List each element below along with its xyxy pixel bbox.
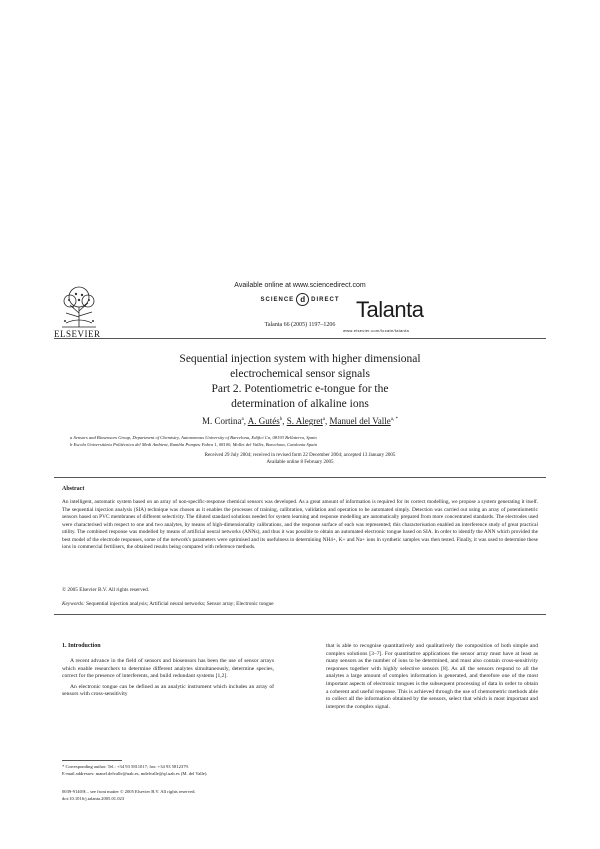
body-paragraph: An electronic tongue can be defined as an analytic instrument which includes an array of sensors with cross-sensitivity bbox=[62, 683, 274, 698]
author-affil-mark: a bbox=[241, 417, 244, 422]
journal-reference: Talanta 66 (2005) 1197–1206 bbox=[264, 322, 336, 328]
footnotes bbox=[62, 764, 274, 777]
author-link[interactable]: Manuel del Valle bbox=[329, 416, 391, 426]
author-affil-mark: a, * bbox=[390, 417, 399, 422]
affiliation-a: a Sensors and Biosensors Group, Department of Chemistry, Autonomous University of Barcelona, Edifici Cn, 08193 Bellaterra, Spain bbox=[70, 435, 317, 440]
keywords-label: Keywords: bbox=[62, 601, 85, 607]
footnote-rule bbox=[62, 760, 122, 761]
sciencedirect-right: DIRECT bbox=[311, 297, 340, 304]
author-list: M. Cortina$^a$, A. Gutés$^b$, S. Alegret$^a$, Manuel del Valle$^{a, *}$ bbox=[201, 416, 399, 426]
article-title bbox=[100, 352, 500, 412]
sciencedirect-left: SCIENCE bbox=[260, 297, 295, 304]
abstract-text: An intelligent, automatic system based on an array of non-specific-response chemical sensors was developed. As a great amount of information is required for its correct modelling, we propose a system generating it itself. The sequential injection analysis (SIA) technique was chosen as it enables the processes of training, calibration, validation and operation to be automated simply. Detection was carried out using an array of potentiometric sensors based on PVC membranes of different selectivity. The diluted standard solutions needed for system learning and response modelling are automatically prepared from more concentrated standards. The electrodes used were characterised with respect to one and two analytes, by means of high-dimensionality calibrations, and the response surface of each was represented; this characterisation enabled an interference study of great practical utility. The combined response was modelled by means of artificial neural networks (ANNs), and thus it was possible to obtain an automated electronic tongue based on SIA. In order to identify the ANN which provided the best model of the electrode responses, some of the network's parameters were optimised and its usefulness in determining NH4+, K+ and Na+ ions in synthetic samples was then tested. Finally, it was used to determine these ions in commercial fertilisers, the obtained results being compared with reference methods. bbox=[62, 499, 538, 550]
body-column-left bbox=[62, 658, 274, 699]
title-line: electrochemical sensor signals bbox=[230, 368, 370, 380]
title-line: Part 2. Potentiometric e-tongue for the bbox=[211, 383, 389, 395]
journal-url[interactable]: www.elsevier.com/locate/talanta bbox=[343, 328, 409, 333]
affiliation-b: b Escola Universitària Politècnica del Medi Ambient, Rambla Pompeu Fabra 1, 08100, Mollet del Vallès, Barcelona, Catalonia Spain bbox=[70, 441, 318, 447]
abstract-top-divider bbox=[54, 477, 546, 478]
author-affil-mark: a bbox=[322, 417, 325, 422]
abstract-heading: Abstract bbox=[62, 486, 85, 492]
sciencedirect-d-icon: d bbox=[296, 293, 309, 306]
author-link[interactable]: S. Alegret bbox=[286, 416, 323, 426]
doi-line[interactable]: doi:10.1016/j.talanta.2005.01.023 bbox=[62, 795, 125, 801]
email-note[interactable]: E-mail addresses: manel.delvalle@uab.es, mdelvalle@qf.uab.es (M. del Valle). bbox=[62, 770, 208, 776]
article-history bbox=[0, 453, 600, 466]
front-matter bbox=[62, 789, 274, 802]
section-heading: 1. Introduction bbox=[62, 643, 101, 649]
body-paragraph: that is able to recognise quantitatively and qualitatively the composition of both simple and complex solutions [3–7]. For quantitative applications the sensor array must have at least as many sensors as the number of ions to be determined, and must also contain cross-sensitivity responses together with highly selective sensors [8]. As all the sensors respond to all the analytes a large amount of complex information is generated, and therefore one of the most important aspects of electronic tongues is the subsequent processing of data in order to obtain a coherent and useful response. This is achieved through the use of chemometric methods able to collect all the information obtained by the sensors, select that which is most important and interpret the complex signal. bbox=[326, 643, 538, 710]
keywords-list: Sequential injection analysis; Artificial neural networks; Sensor array; Electronic tongue bbox=[86, 601, 274, 607]
author-link[interactable]: A. Gutés bbox=[247, 416, 280, 426]
body-paragraph: A recent advance in the field of sensors and biosensors has been the use of sensor arrays which enable researchers to determine different analytes simultaneously, determine species, correct for the presence of interferents, and build redundant systems [1,2]. bbox=[62, 658, 274, 680]
body-column-right bbox=[326, 643, 538, 711]
title-line: determination of alkaline ions bbox=[231, 398, 369, 410]
journal-name: Talanta bbox=[356, 297, 424, 322]
author-affil-mark: b bbox=[279, 417, 283, 422]
available-online-line[interactable]: Available online at www.sciencedirect.com bbox=[234, 282, 366, 289]
author-name: M. Cortina bbox=[201, 416, 242, 426]
affiliations bbox=[70, 435, 540, 448]
abstract-bottom-divider bbox=[54, 614, 546, 615]
header-divider bbox=[54, 338, 546, 339]
abstract-copyright: © 2005 Elsevier B.V. All rights reserved. bbox=[62, 587, 150, 593]
title-line: Sequential injection system with higher dimensional bbox=[179, 353, 421, 365]
keywords-line bbox=[62, 601, 274, 607]
publisher-wordmark: ELSEVIER bbox=[54, 329, 101, 339]
corresponding-author-note: * Corresponding author. Tel.: +34 93 5811017; fax: +34 93 5812379. bbox=[62, 764, 189, 769]
sciencedirect-logo[interactable] bbox=[0, 293, 600, 306]
received-dates: Received 29 July 2004; received in revised form 22 December 2004; accepted 13 January 2005 bbox=[204, 453, 396, 458]
available-online-date: Available online 8 February 2005 bbox=[266, 459, 334, 465]
issn-line: 0039-9140/$ – see front matter © 2005 Elsevier B.V. All rights reserved. bbox=[62, 789, 196, 794]
